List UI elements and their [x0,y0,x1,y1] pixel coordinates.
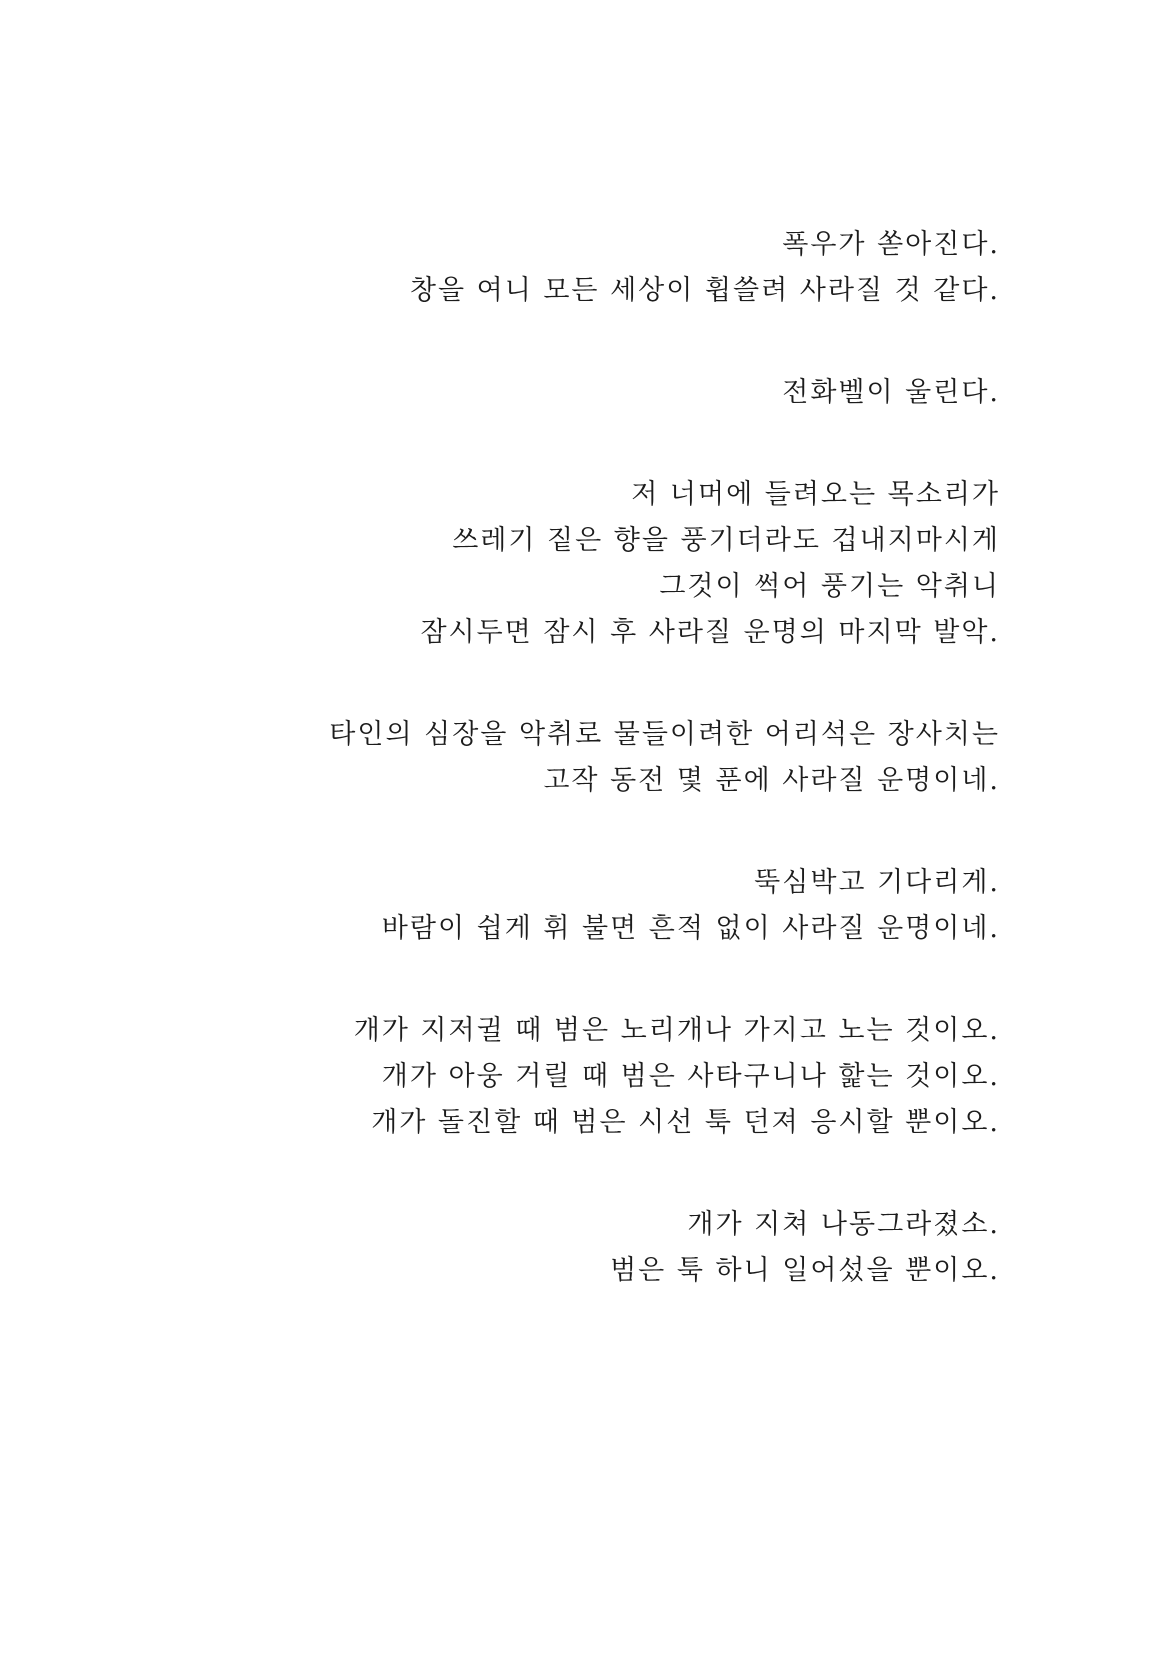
poem-line: 개가 지저귈 때 범은 노리개나 가지고 노는 것이오. [353,1015,1000,1046]
poem-line: 저 너머에 들려오는 목소리가 [631,479,1000,510]
poem-line: 개가 돌진할 때 범은 시선 툭 던져 응시할 뿐이오. [371,1107,1000,1138]
poem-line: 범은 툭 하니 일어섰을 뿐이오. [610,1255,1000,1286]
stanza-gap [100,416,1000,472]
stanza-7 [100,1202,1000,1294]
poem-line: 타인의 심장을 악취로 물들이려한 어리석은 장사치는 [329,719,1000,750]
stanza-gap [100,952,1000,1008]
poem-line: 전화벨이 울린다. [782,377,1000,408]
stanza-6 [100,1008,1000,1146]
poem-line: 폭우가 쏟아진다. [782,229,1000,260]
poem-line: 바람이 쉽게 휘 불면 흔적 없이 사라질 운명이네. [381,913,1000,944]
poem-line: 창을 여니 모든 세상이 휩쓸려 사라질 것 같다. [409,275,1000,306]
stanza-gap [100,656,1000,712]
poem-line: 개가 지쳐 나동그라졌소. [687,1209,1000,1240]
poem-line: 그것이 썩어 풍기는 악취니 [659,571,1000,602]
stanza-4 [100,712,1000,804]
stanza-2 [100,370,1000,416]
poem-line: 잠시두면 잠시 후 사라질 운명의 마지막 발악. [420,617,1000,648]
poem-line: 쓰레기 짙은 향을 풍기더라도 겁내지마시게 [452,525,1000,556]
stanza-gap [100,1146,1000,1202]
poem-body [100,222,1000,1294]
stanza-gap [100,804,1000,860]
stanza-gap [100,314,1000,370]
poem-line: 고작 동전 몇 푼에 사라질 운명이네. [543,765,1000,796]
poem-line: 뚝심박고 기다리게. [754,867,1000,898]
poem-line: 개가 아웅 거릴 때 범은 사타구니나 핥는 것이오. [381,1061,1000,1092]
stanza-3 [100,472,1000,656]
stanza-5 [100,860,1000,952]
stanza-1 [100,222,1000,314]
